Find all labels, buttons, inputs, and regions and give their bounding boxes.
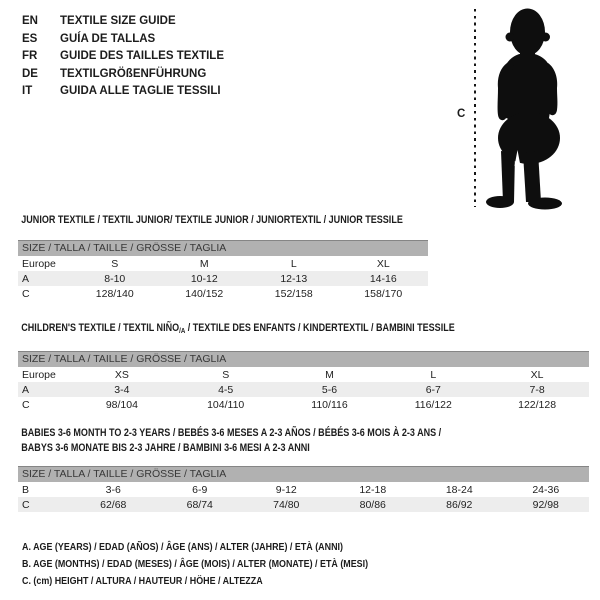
- section-babies: [18, 426, 589, 512]
- height-label-c: C: [457, 108, 466, 120]
- size-cell: 140/152: [185, 287, 224, 300]
- language-label: GUÍA DE TALLAS: [60, 32, 156, 45]
- size-cell: 86/92: [446, 498, 473, 511]
- size-table-row: [18, 497, 589, 512]
- size-cell: L: [430, 368, 437, 381]
- size-row-label: Europe: [22, 257, 56, 270]
- footnote-line: A. AGE (YEARS) / EDAD (AÑOS) / ÂGE (ANS) / ALTER (JAHRE) / ETÀ (ANNI): [22, 541, 343, 553]
- language-list: [22, 13, 224, 101]
- size-cell: XL: [376, 257, 390, 270]
- size-cell: S: [222, 368, 230, 381]
- language-code: EN: [22, 15, 38, 27]
- language-label: GUIDE DES TAILLES TEXTILE: [60, 50, 224, 62]
- height-figure: [450, 4, 598, 214]
- language-code: DE: [22, 67, 38, 80]
- section-children: [18, 321, 589, 412]
- size-cell: S: [111, 257, 119, 270]
- size-row-label: A: [22, 383, 30, 396]
- junior-size-table: [18, 256, 428, 301]
- section-title-line: JUNIOR TEXTILE / TEXTIL JUNIOR/ TEXTILE JUNIOR / JUNIORTEXTIL / JUNIOR TESSILE: [21, 214, 403, 226]
- toddler-silhouette-shapes: [486, 9, 562, 210]
- toddler-silhouette: [480, 6, 580, 210]
- size-cell: 10-12: [190, 272, 218, 285]
- section-title-line: CHILDREN'S TEXTILE / TEXTIL NIÑO/A / TEXTILE DES ENFANTS / KINDERTEXTIL / BAMBINI TESSILE: [21, 322, 455, 335]
- size-cell: 74/80: [273, 498, 300, 511]
- size-cell: 4-5: [218, 383, 234, 396]
- language-row: [22, 31, 224, 49]
- language-row: [22, 83, 224, 101]
- size-cell: 9-12: [275, 483, 297, 496]
- section-children-title: [18, 321, 486, 336]
- size-table-row: [18, 382, 589, 397]
- size-row-label: C: [22, 287, 30, 300]
- size-cell: M: [325, 368, 334, 381]
- size-cell: 98/104: [105, 398, 138, 411]
- size-cell: 110/116: [311, 398, 348, 411]
- size-cell: L: [290, 257, 297, 270]
- size-row-label: B: [22, 483, 30, 496]
- language-label: TEXTILGRÖßENFÜHRUNG: [60, 67, 207, 80]
- size-cell: XL: [530, 368, 544, 381]
- size-cell: 92/98: [532, 498, 559, 511]
- size-cell: 104/110: [207, 398, 245, 411]
- size-table-header: SIZE / TALLA / TAILLE / GRÖSSE / TAGLIA: [18, 351, 589, 367]
- size-table-header: SIZE / TALLA / TAILLE / GRÖSSE / TAGLIA: [18, 466, 589, 482]
- footnote-line: C. (cm) HEIGHT / ALTURA / HAUTEUR / HÖHE / ALTEZZA: [22, 574, 263, 587]
- size-row-label: C: [22, 398, 30, 411]
- section-junior: [18, 213, 428, 301]
- size-cell: 3-6: [105, 483, 121, 496]
- size-row-label: A: [22, 272, 30, 285]
- language-row: [22, 48, 224, 66]
- size-cell: 5-6: [321, 383, 338, 396]
- size-cell: 116/122: [414, 398, 452, 411]
- size-cell: 122/128: [518, 398, 557, 411]
- language-label: TEXTILE SIZE GUIDE: [60, 15, 176, 27]
- size-row-label: Europe: [22, 368, 56, 381]
- size-cell: 8-10: [104, 272, 126, 285]
- size-cell: 14-16: [369, 272, 397, 285]
- size-cell: 128/140: [95, 287, 134, 300]
- footnote-line: B. AGE (MONTHS) / EDAD (MESES) / ÂGE (MOIS) / ALTER (MONATE) / ETÀ (MESI): [22, 557, 369, 570]
- language-code: ES: [22, 32, 38, 45]
- size-cell: 7-8: [529, 383, 545, 396]
- section-title-line: BABYS 3-6 MONATE BIS 2-3 JAHRE / BAMBINI 3-6 MESI A 2-3 ANNI: [21, 442, 310, 454]
- size-cell: 3-4: [114, 383, 130, 396]
- size-cell: 80/86: [359, 498, 386, 511]
- footnotes: [22, 539, 429, 589]
- size-table-row: [18, 286, 428, 301]
- language-label: GUIDA ALLE TAGLIE TESSILI: [60, 85, 221, 97]
- size-cell: 68/74: [186, 498, 213, 511]
- language-code: FR: [22, 50, 38, 62]
- size-table-row: [18, 397, 589, 412]
- size-table-row: [18, 367, 589, 382]
- size-cell: 12-13: [280, 272, 308, 285]
- size-cell: 18-24: [445, 483, 473, 496]
- language-row: [22, 66, 224, 84]
- section-babies-title: [18, 426, 486, 456]
- size-cell: 12-18: [359, 483, 387, 496]
- size-table-row: [18, 271, 428, 286]
- height-measure-line: [474, 9, 476, 207]
- size-table-row: [18, 256, 428, 271]
- size-row-label: C: [22, 498, 30, 511]
- size-table-row: [18, 482, 589, 497]
- size-cell: 6-7: [425, 383, 441, 396]
- section-junior-title: [18, 213, 403, 228]
- size-cell: 158/170: [364, 287, 403, 300]
- size-cell: M: [199, 257, 209, 270]
- size-cell: XS: [114, 368, 129, 381]
- size-cell: 62/68: [100, 498, 127, 511]
- size-cell: 24-36: [532, 483, 560, 496]
- babies-size-table: [18, 482, 589, 512]
- section-title-line: BABIES 3-6 MONTH TO 2-3 YEARS / BEBÉS 3-6 MESES A 2-3 AÑOS / BÉBÉS 3-6 MOIS À 2-3 ANS /: [21, 427, 442, 439]
- language-code: IT: [22, 85, 33, 97]
- size-cell: 152/158: [274, 287, 313, 300]
- size-table-header: SIZE / TALLA / TAILLE / GRÖSSE / TAGLIA: [18, 240, 428, 256]
- language-row: [22, 13, 224, 31]
- size-cell: 6-9: [192, 483, 208, 496]
- children-size-table: [18, 367, 589, 412]
